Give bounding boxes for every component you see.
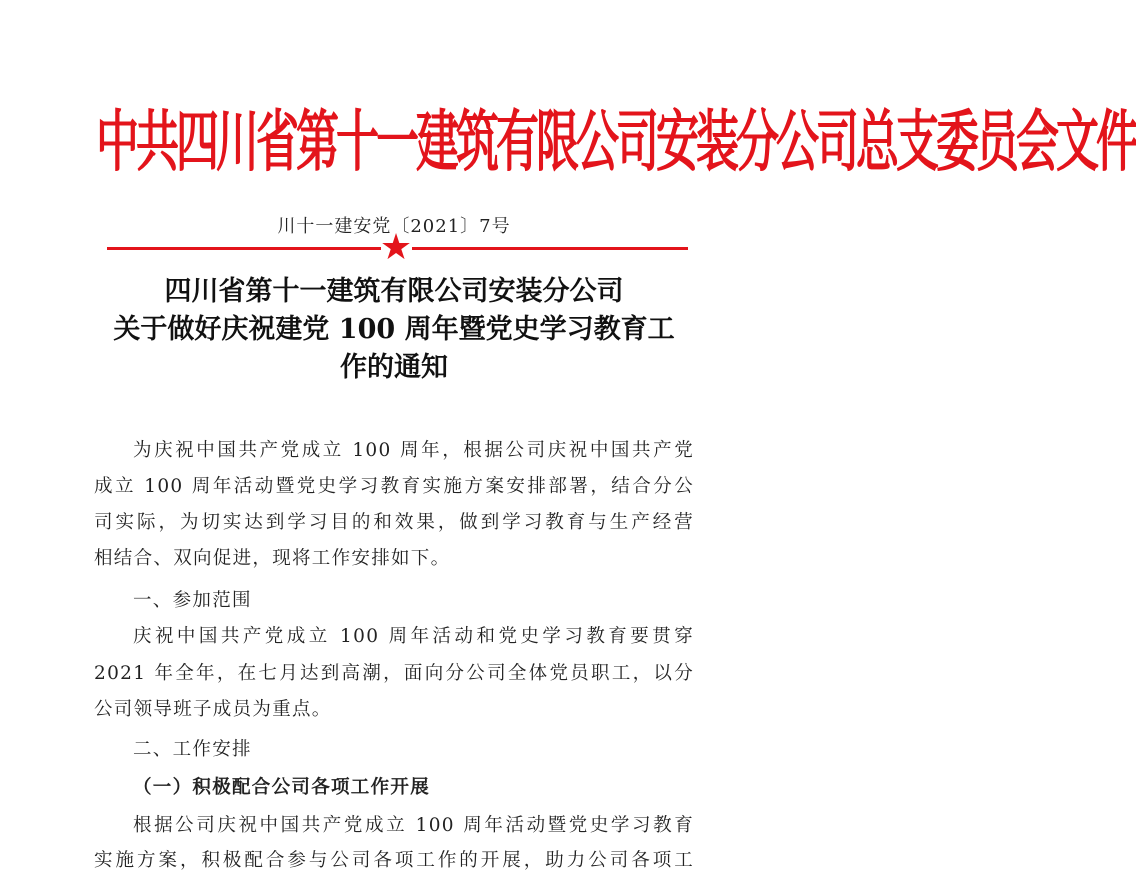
subsection-heading: （一）积极配合公司各项工作开展 xyxy=(133,777,431,798)
title-line-1: 四川省第十一建筑有限公司安装分公司 xyxy=(164,276,624,307)
section-heading: 一、参加范围 xyxy=(133,590,252,611)
document-number: 川十一建安党〔2021〕7号 xyxy=(277,216,511,237)
body-line: 根据公司庆祝中国共产党成立 100 周年活动暨党史学习教育 xyxy=(133,815,694,836)
body-line: 实施方案，积极配合参与公司各项工作的开展，助力公司各项工 xyxy=(94,850,694,871)
title-line-3: 作的通知 xyxy=(340,352,448,383)
body-line: 成立 100 周年活动暨党史学习教育实施方案安排部署，结合分公 xyxy=(94,476,694,497)
red-rule-right xyxy=(412,247,688,250)
body-line: 公司领导班子成员为重点。 xyxy=(94,699,332,720)
issuer-header: 中共四川省第十一建筑有限公司安装分公司总支委员会文件 xyxy=(96,103,1136,182)
body-line: 为庆祝中国共产党成立 100 周年，根据公司庆祝中国共产党 xyxy=(133,440,694,461)
star-icon: ★ xyxy=(379,227,413,268)
body-line: 庆祝中国共产党成立 100 周年活动和党史学习教育要贯穿 xyxy=(133,626,694,647)
section-heading: 二、工作安排 xyxy=(133,739,252,760)
title-line-2: 关于做好庆祝建党 100 周年暨党史学习教育工 xyxy=(113,314,675,345)
body-line: 司实际，为切实达到学习目的和效果，做到学习教育与生产经营 xyxy=(94,512,694,533)
body-line: 相结合、双向促进，现将工作安排如下。 xyxy=(94,548,451,569)
red-rule-left xyxy=(107,247,381,250)
body-line: 2021 年全年，在七月达到高潮，面向分公司全体党员职工，以分 xyxy=(94,663,694,684)
